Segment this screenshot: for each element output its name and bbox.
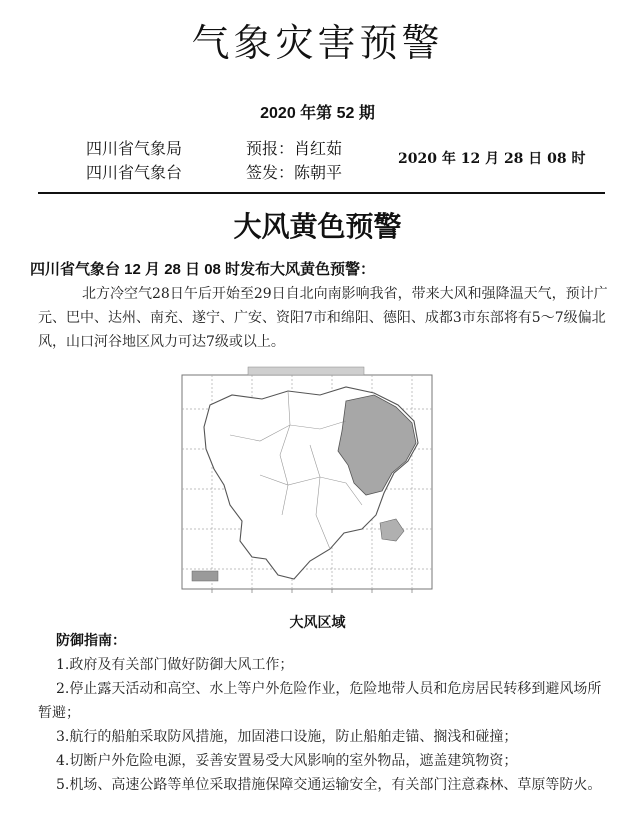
issue-time: 2020 年 12 月 28 日 08 时 (398, 151, 586, 167)
alert-subhead: 四川省气象台 12 月 28 日 08 时发布大风黄色预警： (30, 261, 376, 278)
alert-body: 北方冷空气28日午后开始至29日自北向南影响我省，带来大风和强降温天气，预计广元、巴中、达州、南充、遂宁、广安、资阳7市和绵阳、德阳、成都3市东部将有5～7级偏北风，山口河谷地区风力可达7级或以上。 (38, 286, 608, 350)
issuer-station: 四川省气象台 (86, 163, 183, 182)
guidance-item: 3.航行的船舶采取防风措施，加固港口设施，防止船舶走锚、搁浅和碰撞； (56, 729, 518, 745)
forecaster: 预报：肖红茹 (246, 139, 343, 158)
header-divider (38, 192, 605, 194)
guidance-item: 4.切断户外危险电源，妥善安置易受大风影响的室外物品，遮盖建筑物资； (56, 753, 518, 769)
guidance-title: 防御指南： (56, 632, 126, 648)
guidance-item: 5.机场、高速公路等单位采取措施保障交通运输安全，有关部门注意森林、草原等防火。 (56, 777, 602, 793)
signer: 签发：陈朝平 (246, 163, 343, 182)
guidance-list (38, 653, 612, 797)
alert-headline: 大风黄色预警 (233, 211, 402, 242)
map-caption: 大风区域 (289, 614, 346, 630)
issuer-block (86, 137, 182, 185)
issuer-bureau: 四川省气象局 (86, 139, 183, 158)
wind-area-map (170, 365, 442, 597)
document-title: 气象灾害预警 (191, 21, 444, 65)
staff-block (246, 137, 342, 185)
guidance-item: 1.政府及有关部门做好防御大风工作； (56, 657, 294, 673)
issue-number: 2020 年第 52 期 (260, 105, 375, 122)
guidance-item: 2.停止露天活动和高空、水上等户外危险作业，危险地带人员和危房居民转移到避风场所暂避； (38, 681, 602, 721)
